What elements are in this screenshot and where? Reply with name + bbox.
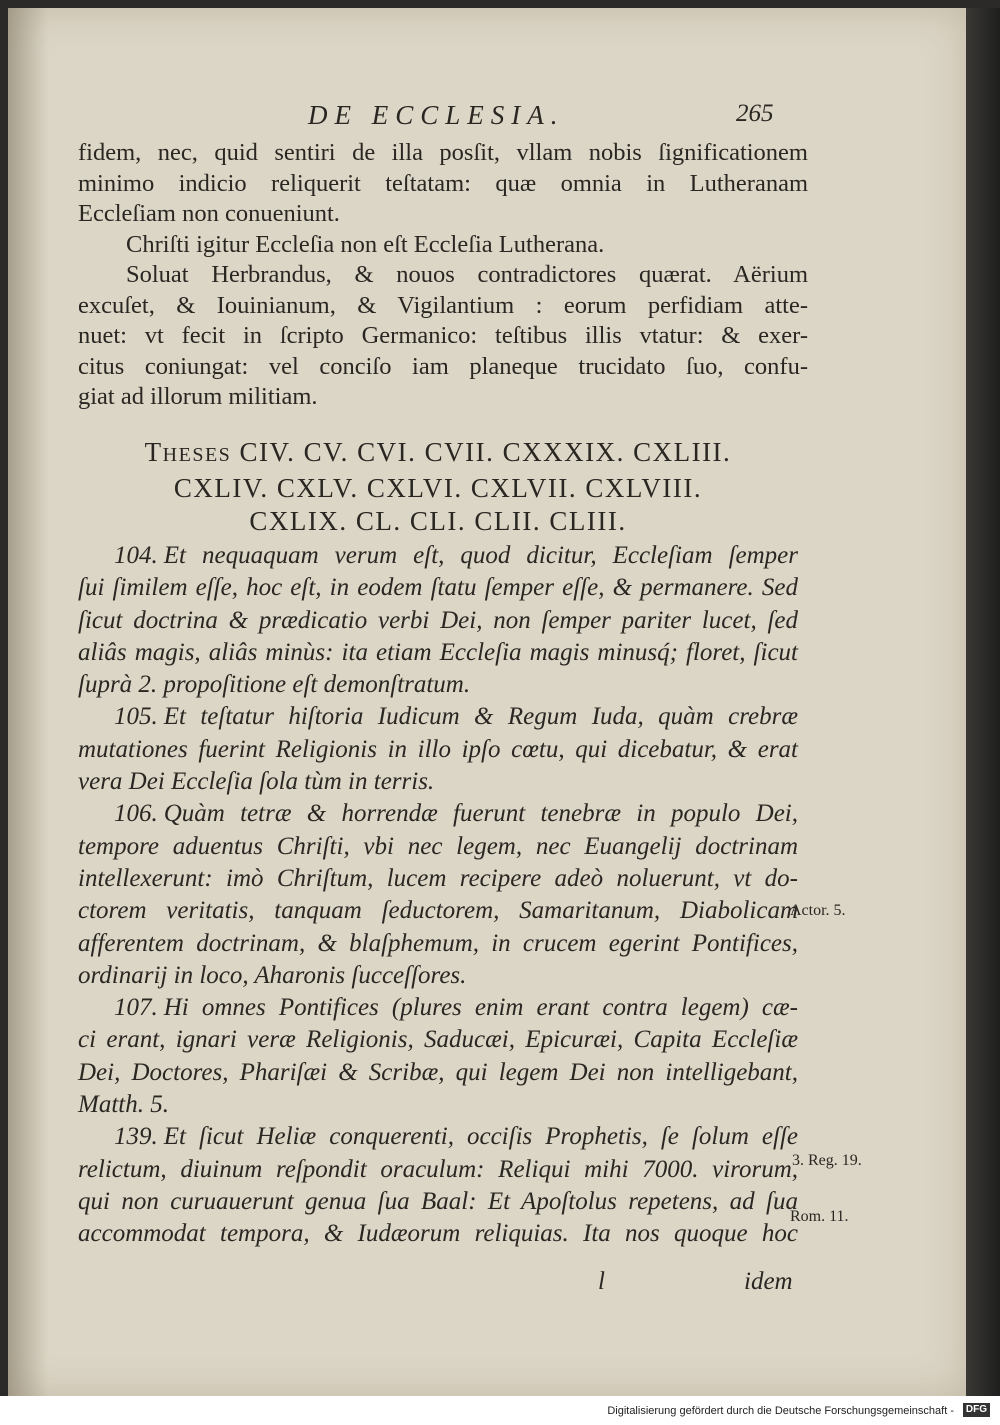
italic-line [78, 1057, 798, 1089]
italic-line [78, 540, 798, 572]
italic-line [78, 960, 798, 992]
text-line: Chriſti igitur Eccleſia non eſt Eccleſia Lutherana. [126, 230, 605, 258]
thesis-number: 104. [114, 542, 158, 569]
text-line: citus coniungat: vel conciſo iam planeque trucidato ſuo, confu- [78, 352, 808, 380]
italic-line [78, 701, 798, 733]
italic-line-text: Hi omnes Pontifices (plures enim erant contra legem) cæ- [163, 994, 798, 1022]
italic-line-text: accommodat tempora, & Iudæorum reliquias. Ita nos quoque hoc [78, 1220, 798, 1248]
italic-line-text: vera Dei Eccleſia ſola tùm in terris. [78, 768, 435, 796]
italic-line [78, 605, 798, 637]
margin-note-reg: 3. Reg. 19. [792, 1152, 862, 1169]
italic-line [78, 1089, 798, 1121]
text-line: Eccleſiam non conueniunt. [78, 200, 340, 227]
running-title: DE ECCLESIA. [308, 100, 565, 130]
italic-line [78, 895, 798, 927]
text-line: Soluat Herbrandus, & nouos contradictores quærat. Aërium [126, 261, 808, 288]
italic-line [78, 1218, 798, 1250]
roman-text-block [78, 138, 808, 413]
italic-line-text: ordinarij in loco, Aharonis ſucceſſores. [78, 961, 467, 989]
gutter-shadow [8, 8, 48, 1396]
italic-line [78, 1024, 798, 1056]
italic-line-text: afferentem doctrinam, & blaſphemum, in crucem egerint Pontifices, [78, 929, 798, 957]
margin-note-rom: Rom. 11. [790, 1208, 849, 1225]
italic-line-text: mutationes fuerint Religionis in illo ipſo cœtu, qui dicebatur, & erat [78, 735, 798, 763]
italic-line-text: tempore aduentus Chriſti, vbi nec legem, nec Euangelij doctrinam [78, 832, 798, 860]
italic-line-text: Et teſtatur hiſtoria Iudicum & Regum Iuda, quàm crebræ [163, 703, 798, 731]
text-line: excuſet, & Iouinianum, & Vigilantium : eorum perfidiam atte- [78, 291, 808, 319]
italic-line [78, 572, 798, 604]
scan-edge [966, 8, 1000, 1396]
italic-line [78, 798, 798, 830]
page-number: 265 [736, 100, 774, 127]
theses-first-letter: T [144, 437, 163, 467]
theses-line2: CXLIV. CXLV. CXLVI. CXLVII. CXLVIII. [173, 473, 703, 503]
footer-text: Digitalisierung gefördert durch die Deutsche Forschungsgemeinschaft - [607, 1405, 954, 1417]
text-line: giat ad illorum militiam. [78, 383, 318, 410]
page-header [8, 100, 966, 140]
theses-heading [78, 436, 798, 538]
italic-line [78, 1121, 798, 1153]
italic-line [78, 637, 798, 669]
italic-line [78, 766, 798, 798]
text-line: fidem, nec, quid sentiri de illa posſit, vllam nobis ſignificationem [78, 139, 808, 166]
italic-line-text: aliâs magis, aliâs minùs: ita etiam Eccleſia magis minusq́; floret, ſicut [78, 638, 798, 666]
italic-line-text: Quàm tetræ & horrendæ fuerunt tenebræ in populo Dei, [163, 800, 798, 828]
theses-line3: CXLIX. CL. CLI. CLII. CLIII. [249, 506, 627, 536]
text-line: nuet: vt fecit in ſcripto Germanico: teſtibus illis vtatur: & exer- [78, 322, 808, 349]
italic-line-text: ci erant, ignari veræ Religionis, Saducæi, Epicuræi, Capita Eccleſiæ [78, 1026, 798, 1054]
italic-line-text: ſui ſimilem eſſe, hoc eſt, in eodem ſtatu ſemper eſſe, & permanere. Sed [78, 574, 798, 602]
italic-line [78, 734, 798, 766]
italic-line-text: intellexerunt: imò Chriſtum, lucem recipere adeò noluerunt, vt do- [78, 864, 798, 892]
italic-line [78, 928, 798, 960]
italic-line-text: Et nequaquam verum eſt, quod dicitur, Eccleſiam ſemper [163, 542, 798, 569]
signature-mark: l [598, 1268, 605, 1295]
italic-line-text: ctorem veritatis, tanquam ſeductorem, Samaritanum, Diabolicam [78, 897, 798, 925]
italic-line-text: Et ſicut Heliæ conquerenti, occiſis Prophetis, ſe ſolum eſſe [163, 1123, 798, 1151]
italic-line [78, 1186, 798, 1218]
italic-line-text: ſuprà 2. propoſitione eſt demonſtratum. [78, 671, 471, 699]
margin-note-actor: Actor. 5. [790, 902, 846, 919]
italic-line-text: Dei, Doctores, Phariſæi & Scribæ, qui legem Dei non intelligebant, [78, 1058, 798, 1086]
italic-text-block [78, 540, 798, 1251]
italic-line-text: Matth. 5. [78, 1091, 169, 1119]
thesis-number: 105. [114, 703, 158, 731]
italic-line [78, 992, 798, 1024]
theses-line1: CIV. CV. CVI. CVII. CXXXIX. CXLIII. [239, 437, 732, 467]
italic-line-text: relictum, diuinum reſpondit oraculum: Reliqui mihi 7000. virorum, [78, 1155, 798, 1183]
theses-smallcaps: HESES [162, 444, 232, 466]
footer-bar [0, 1396, 1000, 1425]
italic-line [78, 863, 798, 895]
italic-line [78, 1154, 798, 1186]
catchword: idem [744, 1268, 793, 1295]
italic-line [78, 669, 798, 701]
italic-line-text: qui non curuauerunt genua ſua Baal: Et Apoſtolus repetens, ad ſua [78, 1187, 798, 1215]
text-line: minimo indicio reliquerit teſtatam: quæ omnia in Lutheranam [78, 169, 808, 197]
dfg-logo-icon: DFG [963, 1403, 990, 1417]
italic-line [78, 831, 798, 863]
thesis-number: 106. [114, 800, 158, 828]
theses-heading-line [78, 436, 798, 472]
italic-line-text: ſicut doctrina & prædicatio verbi Dei, non ſemper pariter lucet, ſed [78, 606, 798, 634]
thesis-number: 107. [114, 994, 158, 1022]
thesis-number: 139. [114, 1123, 158, 1151]
book-page [8, 8, 966, 1396]
